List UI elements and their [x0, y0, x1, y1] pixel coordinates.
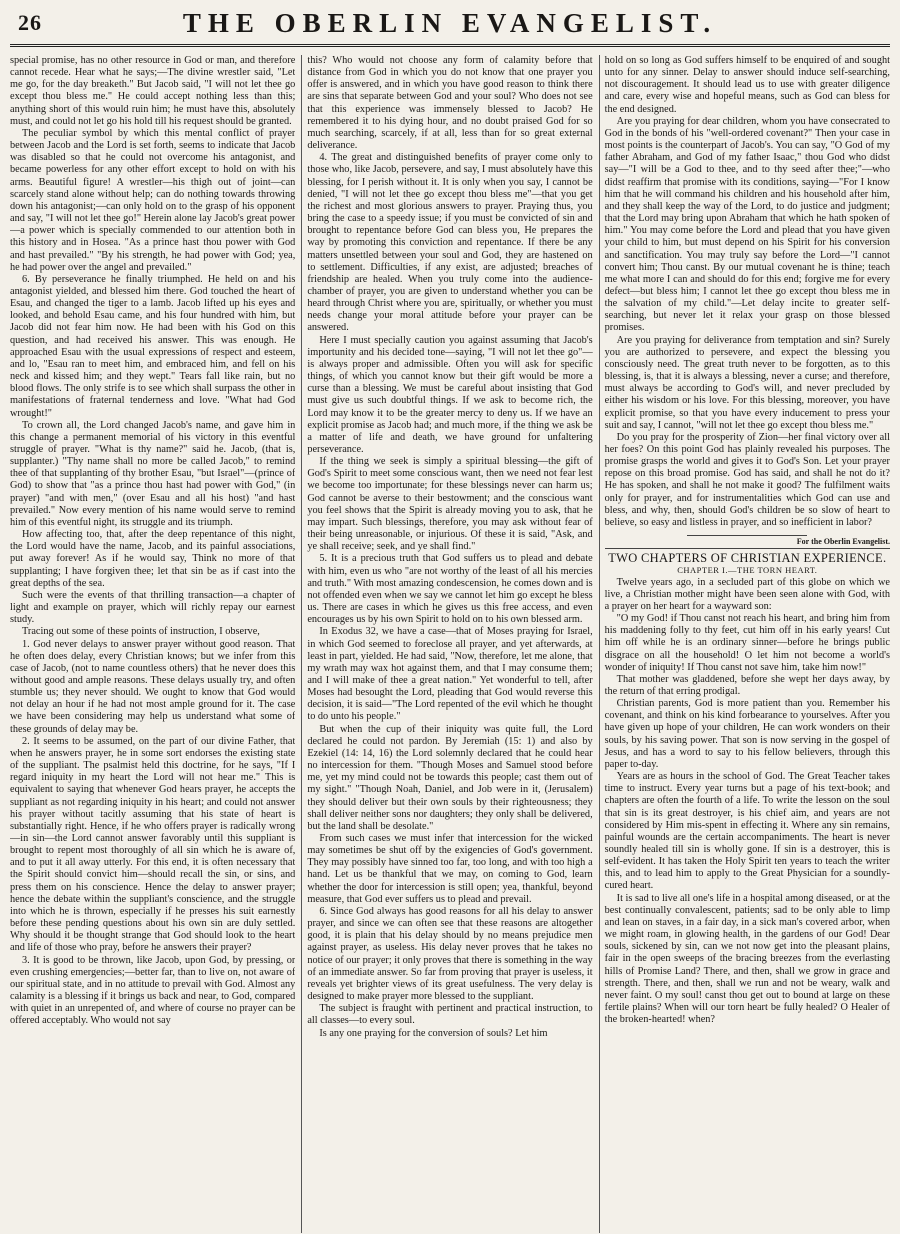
paragraph: Such were the events of that thrilling transaction—a chapter of light and example on prayer, which will richly repay our earnest study. [10, 589, 296, 626]
masthead [10, 4, 890, 47]
paragraph: Here I must specially caution you against assuming that Jacob's importunity and his decided tone—saying, "I will not let thee go"—is always proper and admissible. Often you will ask for specific things, of which you cannot know but their gift would be more a curse than a blessing. We must be careful about insisting that God must give us such doubtful things. If we ask to become rich, the Lord may know it to be the greater mercy to deny us. If we have an explicit promise as Jacob had; and much more, if the thing we ask be a matter of life and death, we have ground for unfaltering perseverance. [307, 334, 593, 455]
paragraph: "O my God! if Thou canst not reach his heart, and bring him from his maddening folly to thy feet, cut him off in his early years! Cut him off while he is an ordinary sinner—before he brings public disgrace on all the household! O let him not become a world's wonder of iniquity! If Thou canst not save him, take him now!" [604, 613, 890, 673]
column-1 [10, 55, 295, 1233]
paragraph: Christian parents, God is more patient than you. Remember his covenant, and think on his kind forbearance to yourselves. After you have given up hope of your children, He can work wonders on their souls, by his saving power. That son is now serving in the gospel of Jesus, and has a word to say to his fellow believers, through this paper to-day. [604, 698, 890, 770]
paragraph: The subject is fraught with pertinent and practical instruction, to all classes—to every soul. [307, 1003, 593, 1027]
paragraph: 4. The great and distinguished benefits of prayer come only to those who, like Jacob, persevere, and say, I must absolutely have this blessing, for I perish without it. It is only when you say, I cannot be denied, "I will not let thee go except thou bless me"—that you get the richest and most glorious answers to prayer. Praying thus, you bring the case to a speedy issue; if you must be convicted of sin and brought to repentance before God can bless you, He prepares the way by promoting this conviction and repentance. If there be any matters unsettled between your soul and God, they are hastened on to settlement. Difficulties, if any exist, are adjusted; breaches of friendship are healed. When you truly come into the audience-chamber of prayer, you are given to understand whether you can be heard through Christ where you are, spiritually, or whether you must needs change your moral attitude before your prayer can be answered. [307, 152, 593, 334]
chapter-title: CHAPTER I.—THE TORN HEART. [677, 565, 818, 576]
paragraph: But when the cup of their iniquity was quite full, the Lord declared he could not pardon. By Jeremiah (15: 1) and also by Ezekiel (14: 14, 16) the Lord solemnly declared that he could hear no intercession for them. "Though Moses and Samuel stood before me, yet my mind could not be towards this people; cast them out of my sight." "Though Noah, Daniel, and Job were in it, (Jerusalem) they should deliver but their own souls by their righteousness; they shall deliver neither sons nor daughters; they only shall be delivered, but the land shall be desolate." [307, 723, 593, 832]
paragraph: 5. It is a precious truth that God suffers us to plead and debate with him, even us who "are not worthy of the least of all his mercies and truth." With most amazing condescension, he comes down and is not offended even when we say we cannot let him go except he bless us. There are cases in which he gives us this free access, and even encourages us by his own Spirit to hold on to his own blessed arm. [307, 553, 593, 626]
paragraph: It is sad to live all one's life in a hospital among diseased, or at the best continually convalescent, patients; sad to be only able to limp and lean on staves, in a fair day, in a sick man's covered arbor, when we might roam, in glowing health, in the gardens of our God! Dear souls, sickened by sin, can we not now get into the pleasant plains, fair in the open sweeps of the bracing breezes from the everlasting hills of Promise Land? There, and then, shall we grow in grace and strength. There, and then, shall we run and not be weary, walk and never faint. O my soul! canst thou get out to bound at large on these fertile plains? When will our torn heart be fully healed? O Healer of the broken-hearted! when? [604, 892, 890, 1026]
column-2 [301, 55, 592, 1233]
paragraph: 6. By perseverance he finally triumphed. He held on and his antagonist yielded, and blessed him there. God touched the heart of Esau, and changed the tiger to a lamb. Jacob lifted up his eyes and looked, and behold Esau came, and his four hundred with him, but Jacob did not fear him now. He had been with his God on this question, and had received his answer. This was enough. He approached Esau with the usual expressions of respect and esteem, and lo, "Esau ran to meet him, and embraced him, and fell on his neck and kissed him; and they wept." Tears fall like rain, but no blood flows. The only strife is to see which shall surpass the other in manifestations of fraternal tenderness and love. "What had God wrought!" [10, 273, 296, 419]
paragraph: Are you praying for dear children, whom you have consecrated to God in the bonds of his "well-ordered covenant?" Then your case in most points is the counterpart of Jacob's. You can say, "O God of my father Abraham, and God of my father Isaac," thou God who didst say—"I will be a God to thee, and to thy seed after thee;"—who didst reaffirm that promise with its conditions, saying—"For I know him that he will command his children and his household after him, and they shall keep the way of the Lord, to do justice and judgment; that the Lord may bring upon Abraham that which he hath spoken of him." You may come before the Lord and plead that you have given your child to him, but must depend on his Spirit for his conversion and sanctification. You may truly say before the Lord—"I cannot convert him; Thou canst. By our mutual covenant he is thine; teach me what more I can and should do for this end; forgive me for every defect—but bless him; I cannot let thee go except thou bless me in the salvation of my child."—Let delay incite to greater self-searching, but never let it relax your grasp on those blessed promises. [604, 115, 890, 334]
paragraph: In Exodus 32, we have a case—that of Moses praying for Israel, in which God seemed to foreclose all prayer, and yet afterwards, at least in part, yielded. He had said, "Now, therefore, let me alone, that my wrath may wax hot against them, and that I may consume them; and I will make of thee a great nation." Yet wonderful to tell, after Moses had besought the Lord, pleading that God would reverse this decision, it is said—"The Lord repented of the evil which he thought to do unto his people." [307, 626, 593, 723]
paragraph: If the thing we seek is simply a spiritual blessing—the gift of God's Spirit to meet some conscious want, then we need not fear lest we become too importunate; for these blessings never can harm us; God cannot be averse to their bestowment; and the conscious want you feel shows that the Spirit is already moving you to ask, that he may impart. Such blessings, therefore, you may ask without fear of their being unreasonable, or injurious. Of these it is said, "Ask, and ye shall receive; seek, and ye shall find." [307, 456, 593, 553]
paragraph: From such cases we must infer that intercession for the wicked may sometimes be shut off by the exigencies of God's government. They may possibly have sinned too far, too long, and with too high a hand. Let us be thankful that we may, on coming to God, learn whether the door for intercession is still open; yea, thankful, beyond measure, that God ever suffers us to plead and prevail. [307, 833, 593, 905]
paragraph: 3. It is good to be thrown, like Jacob, upon God, by pressing, or even crushing emergencies;—better far, than to live on, not aware of our spiritual state, and in no attitude to prevail with God. Almost any calamity is a blessing if it brings us back and near, to God, compared with quiet in an unrepented of, and where of course no prayer can be offered acceptably. Who would not say [10, 954, 296, 1027]
paragraph: Are you praying for deliverance from temptation and sin? Surely you are authorized to persevere, and expect the blessing you consciously need. The great truth never to be forgotten, as to this blessing, is, that it is always a blessing, never a curse; and therefore, must always be according to God's will, and never precluded by either his wisdom or his love. For this blessing, moreover, you have explicit promise, so that you have every inducement to press your suit and say, I cannot, "will not let thee go except thou bless me." [604, 334, 890, 431]
paragraph: 2. It seems to be assumed, on the part of our divine Father, that when he answers prayer, he in some sort endorses the existing state of the suppliant. The psalmist held this doctrine, for he says, "If I regard iniquity in my heart the Lord will not hear me." This is equivalent to saying that whenever God hears prayer, he accepts the suppliant as not regarding iniquity in his heart; and could not answer his prayer without tacitly assuming that his state of heart is substantially right. Hence, if he who offers prayer is radically wrong—in sin—the Lord cannot answer favorably until this suppliant is brought to repent most thoroughly of all sin which he is aware of, and to put it all away utterly. For this end, it is often necessary that the Spirit should convict him—should recall the sin, or sins, and press them on his conscience. Hence the delay to answer prayer; hence the debate within the suppliant's conscience, and the struggle into which he is thrown, especially if he presses his suit earnestly before these pending questions about his own sin are duly settled. Why should it be thought strange that God should look to the heart and life of those who pray, before he answers their prayer? [10, 735, 296, 954]
column-3 [599, 55, 890, 1233]
publication-title: THE OBERLIN EVANGELIST. [182, 8, 718, 38]
paragraph: 6. Since God always has good reasons for all his delay to answer prayer, and since we can often see that these reasons are altogether good, it is plain that his delay should by no means prejudice men against prayer, as useless. His delay never proves that he takes no notice of our prayer; it only proves that there is something in the way of an immediate answer. So far from proving that prayer is useless, it reveals yet brighter views of its great usefulness. The very delay is designed to make prayer more blessed to the suppliant. [307, 905, 593, 1003]
article-source-note: For the Oberlin Evangelist. [796, 537, 890, 547]
paragraph: special promise, has no other resource in God or man, and therefore cannot recede. Hear what he says;—The divine wrestler said, "Let me go, for the day breaketh." But Jacob said, "I will not let thee go except thou bless me." He could accept nothing less than this; anything short of this would ruin him; he must have this, absolutely must, and could not let go his hold till his request should be granted. [10, 55, 296, 127]
paragraph: The peculiar symbol by which this mental conflict of prayer between Jacob and the Lord is set forth, seems to indicate that Jacob was disabled so that he could not overcome his antagonist, and became powerless for any other effort except to hold on with his arms. Beautiful figure! A wrestler—his thigh out of joint—can scarcely stand alone without help; can do nothing towards throwing down his antagonist;—can only hold on to the grasp of his opponent and say, "I will not let thee go!" Herein alone lay Jacob's great power—a power which is specially commended to our attention both in this history and in Hosea. "As a prince hast thou power with God and hast prevailed." "By his strength, he had power with God; yea, he had power over the angel and prevailed." [10, 127, 296, 273]
paragraph: That mother was gladdened, before she wept her days away, by the return of that erring prodigal. [604, 673, 890, 697]
paragraph: Years are as hours in the school of God. The Great Teacher takes time to instruct. Every year turns but a page of his text-book; and chapters are often the fourth of a life. To write the lesson on the soul that sin is its great destroyer, is his chief aim, and years are not considered by Him mis-spent in effecting it. Where any sin remains, painful wounds are the certain accompaniments. The heart is never soundly healed till sin is wholly gone. If sin is a destroyer, this is self-evident. It has taken the Holy Spirit ten years to teach the writer this, and to lead him to apply to the Great Physician for a soundly-cured heart. [604, 771, 890, 892]
page-number: 26 [18, 10, 42, 35]
paragraph: Tracing out some of these points of instruction, I observe, [22, 626, 260, 638]
paragraph: Is any one praying for the conversion of souls? Let him [319, 1027, 548, 1039]
paragraph: To crown all, the Lord changed Jacob's name, and gave him in this change a permanent memorial of his victory in this eventful struggle of prayer. "What is thy name?" said he. Jacob, (that is, supplanter.) "Thy name shall no more be called Jacob," to remind thee of that supplanting of thy brother Esau, "but Israel"—(prince of God) to show that "as a prince thou hast had power with God," (in prayer) "and with men," (over Esau and all his host) "and hast prevailed." Now every mention of his name would serve to remind him of this eventful night, its struggle and its triumph. [10, 419, 296, 528]
paragraph: How affecting too, that, after the deep repentance of this night, the Lord would have the name, Jacob, and its painful associations, put away forever! As if he would say, Think no more of that supplanting; I have forgiven thee; let that sin be as if cast into the great depths of the sea. [10, 529, 296, 589]
paragraph: hold on so long as God suffers himself to be enquired of and sought unto for any sinner. Delay to answer should induce self-searching, not discouragement. It should lead us to use with greater diligence and care, every wise and hopeful means, such as God can bless for the end designed. [604, 55, 890, 115]
article-title: TWO CHAPTERS OF CHRISTIAN EXPERIENCE. [605, 548, 890, 564]
paragraph: this? Who would not choose any form of calamity before that distance from God in which you do not know that one prayer you offer is answered, and in which you have good reason to think there are sins that separate between God and your soul? Who does not see that this experience was immensely blessed to Jacob? He remembered it to his dying hour, and no doubt praised God for so much searching, scarcely, if at all, less than for so great external deliverance. [307, 55, 593, 152]
article-columns [10, 55, 890, 1233]
paragraph: Twelve years ago, in a secluded part of this globe on which we live, a Christian mother might have been seen alone with God, with a prayer on her heart for a wayward son: [604, 576, 890, 612]
paragraph: Do you pray for the prosperity of Zion—her final victory over all her foes? On this point God has plainly revealed his purposes. The promise grasps the world and gives it to God's Son. Let your prayer repose on this broad promise. God has said, and shall he not do it? He has spoken, and shall he not make it good? The fulfilment waits only for prayer, and for instrumentalities which God can use and bless, and why, then, should God's children be so slow of heart to believe, so easy and listless in prayer, and so inefficient in labor? [604, 431, 890, 528]
paragraph: 1. God never delays to answer prayer without good reason. That he often does delay, every Christian knows; but we infer from this case of Jacob, (not to name countless others) that he never does this without good and ample reasons. These delays usually try, and often stumble us; they never should. We ought to know that God would not delay an hour if he had not most ample ground for it. The case we have been considering may help us understand what some of these grounds of delay may be. [10, 638, 296, 735]
